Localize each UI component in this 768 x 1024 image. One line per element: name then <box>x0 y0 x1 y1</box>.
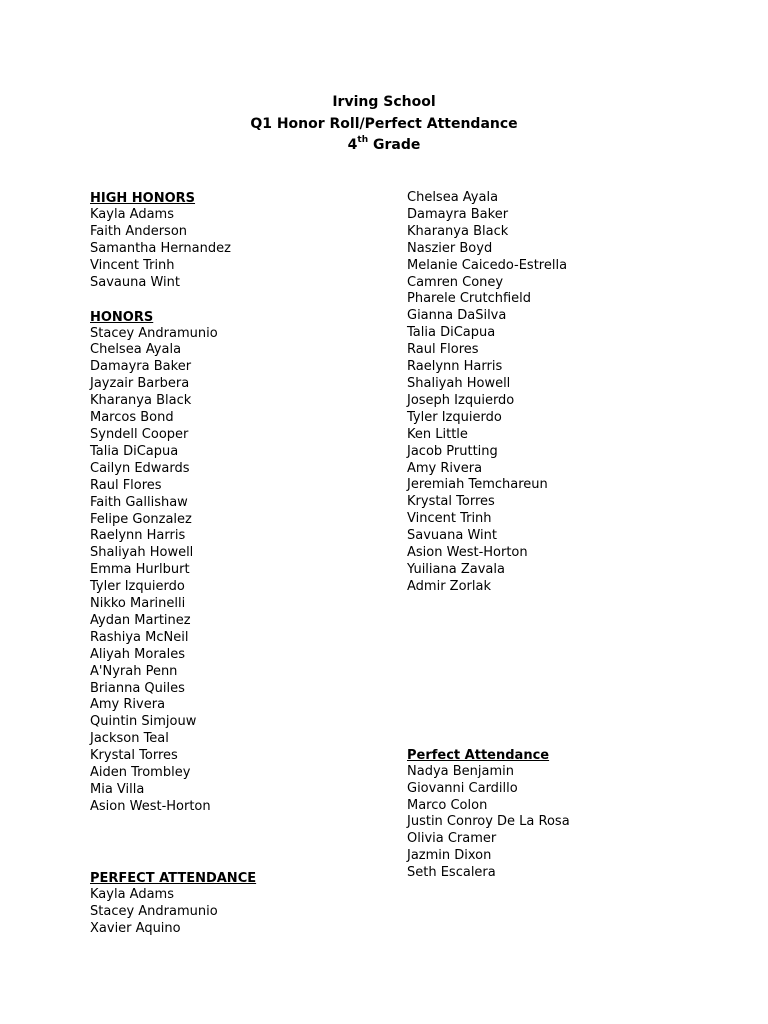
honors-list <box>90 326 390 816</box>
list-item: Syndell Cooper <box>90 426 189 442</box>
list-item: Cailyn Edwards <box>90 460 190 476</box>
list-item: Faith Anderson <box>90 223 188 239</box>
list-item: Ken Little <box>407 426 468 442</box>
perfect-attendance-title-list <box>407 764 747 882</box>
list-item: Aliyah Morales <box>90 646 186 662</box>
list-item: Amy Rivera <box>407 460 483 476</box>
list-item: Talia DiCapua <box>407 325 496 341</box>
list-item: Kayla Adams <box>90 886 174 902</box>
left-column <box>90 190 390 938</box>
list-item: A'Nyrah Penn <box>90 663 178 679</box>
list-item: Nadya Benjamin <box>407 763 514 779</box>
list-item: Seth Escalera <box>407 865 496 881</box>
list-item: Chelsea Ayala <box>407 190 499 205</box>
perfect-attendance-heading: PERFECT ATTENDANCE <box>90 870 257 886</box>
list-item: Jeremiah Temchareun <box>407 477 548 493</box>
list-item: Aydan Martinez <box>90 612 191 628</box>
list-item: Savauna Wint <box>90 274 180 290</box>
list-item: Kayla Adams <box>90 207 174 222</box>
list-item: Camren Coney <box>407 274 504 290</box>
high-honors-heading: HIGH HONORS <box>90 191 196 206</box>
right-column <box>407 190 747 882</box>
honors-heading: HONORS <box>90 309 154 325</box>
list-item: Vincent Trinh <box>407 511 492 527</box>
list-item: Tyler Izquierdo <box>407 409 502 425</box>
list-item: Stacey Andramunio <box>90 903 218 919</box>
list-item: Jazmin Dixon <box>407 848 492 864</box>
list-item: Raelynn Harris <box>407 359 503 375</box>
list-item: Jayzair Barbera <box>90 376 190 392</box>
list-item: Nikko Marinelli <box>90 596 186 612</box>
list-item: Savuana Wint <box>407 528 497 544</box>
grade-title <box>0 135 768 157</box>
grade-suffix: th <box>357 135 369 146</box>
list-item: Talia DiCapua <box>90 443 179 459</box>
list-item: Felipe Gonzalez <box>90 511 192 527</box>
list-item: Shaliyah Howell <box>90 545 194 561</box>
document-header <box>0 92 768 157</box>
document-subtitle: Q1 Honor Roll/Perfect Attendance <box>250 115 518 132</box>
school-name: Irving School <box>332 94 436 110</box>
list-item: Amy Rivera <box>90 697 166 713</box>
list-item: Marco Colon <box>407 797 488 813</box>
list-item: Asion West-Horton <box>407 545 528 561</box>
list-item: Joseph Izquierdo <box>407 392 515 408</box>
list-item: Raul Flores <box>407 342 479 358</box>
list-item: Yuiliana Zavala <box>407 561 505 577</box>
list-item: Naszier Boyd <box>407 240 493 256</box>
list-item: Olivia Cramer <box>407 831 497 847</box>
list-item: Emma Hurlburt <box>90 562 190 578</box>
list-item: Kharanya Black <box>90 393 192 409</box>
list-item: Admir Zorlak <box>407 578 491 594</box>
list-item: Mia Villa <box>90 782 145 797</box>
list-item: Quintin Simjouw <box>90 714 197 730</box>
list-item: Asion West-Horton <box>90 798 211 814</box>
list-item: Rashiya McNeil <box>90 629 189 645</box>
list-item: Stacey Andramunio <box>90 325 218 341</box>
list-item: Chelsea Ayala <box>90 342 182 358</box>
list-item: Aiden Trombley <box>90 765 191 781</box>
honors-continued-list <box>407 190 747 596</box>
list-item: Damayra Baker <box>90 359 192 375</box>
list-item: Samantha Hernandez <box>90 240 231 256</box>
list-item: Brianna Quiles <box>90 680 185 696</box>
perfect-attendance-title-heading: Perfect Attendance <box>407 747 550 763</box>
list-item: Tyler Izquierdo <box>90 579 185 595</box>
list-item: Melanie Caicedo-Estrella <box>407 257 568 273</box>
list-item: Justin Conroy De La Rosa <box>407 814 570 830</box>
perfect-attendance-list <box>90 887 390 938</box>
list-item: Jackson Teal <box>90 731 169 747</box>
list-item: Vincent Trinh <box>90 257 175 273</box>
list-item: Marcos Bond <box>90 410 174 426</box>
list-item: Raul Flores <box>90 477 162 493</box>
grade-word: Grade <box>372 137 421 153</box>
list-item: Pharele Crutchfield <box>407 291 532 307</box>
list-item: Xavier Aquino <box>90 920 181 936</box>
high-honors-list <box>90 207 390 292</box>
list-item: Shaliyah Howell <box>407 375 511 391</box>
list-item: Krystal Torres <box>407 494 495 510</box>
list-item: Damayra Baker <box>407 206 509 222</box>
list-item: Krystal Torres <box>90 748 178 764</box>
grade-number: 4 <box>347 137 358 153</box>
list-item: Raelynn Harris <box>90 528 186 544</box>
list-item: Jacob Prutting <box>407 443 498 459</box>
list-item: Kharanya Black <box>407 223 509 239</box>
list-item: Giovanni Cardillo <box>407 780 518 796</box>
list-item: Gianna DaSilva <box>407 308 507 324</box>
list-item: Faith Gallishaw <box>90 494 188 510</box>
